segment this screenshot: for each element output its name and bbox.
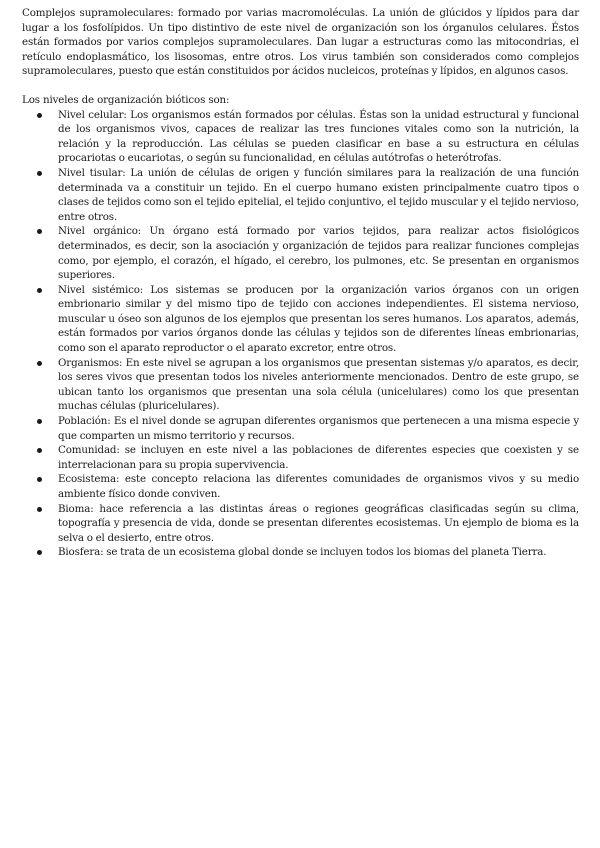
list-item-text: Biosfera: se trata de un ecosistema global donde se incluyen todos los biomas del planeta Tierra.	[58, 546, 547, 559]
list-item-poblacion	[22, 414, 579, 443]
list-item-organismos	[22, 356, 579, 414]
list-item-text: Nivel tisular: La unión de células de origen y función similares para la realización de una función determinada va a constituir un tejido. En el cuerpo humano existen principalmente cuatro tipos o clases de tejidos como son el tejido epitelial, el tejido conjuntivo, el tejido muscular y el tejido nervioso, entre otros.	[58, 166, 579, 223]
bullet-icon	[37, 361, 42, 366]
list-item-text: Nivel orgánico: Un órgano está formado por varios tejidos, para realizar actos fisiológicos determinados, es decir, son la asociación y organización de tejidos para realizar funciones complejas como, por ejemplo, el corazón, el hígado, el cerebro, los pulmones, etc. Se presentan en organismos superiores.	[58, 225, 579, 282]
list-item-text: Comunidad: se incluyen en este nivel a las poblaciones de diferentes especies que coexisten y se interrelacionan para su propia supervivencia.	[58, 444, 579, 471]
list-item-bioma	[22, 502, 579, 546]
intro-paragraph: Complejos supramoleculares: formado por varias macromoléculas. La unión de glúcidos y lípidos para dar lugar a los fosfolípidos. Un tipo distintivo de este nivel de organización son los órganulos celulares. Éstos están formados por varios complejos supramoleculares. Dan lugar a estructuras como las mitocondrias, el retículo endoplasmático, los lisosomas, entre otros. Los virus también son considerados como complejos supramoleculares, puesto que están constituidos por ácidos nucleicos, proteínas y lípidos, en algunos casos.	[22, 7, 579, 78]
list-item-biosfera	[22, 545, 579, 560]
bullet-icon	[37, 550, 42, 555]
list-item-text: Bioma: hace referencia a las distintas áreas o regiones geográficas clasificadas según su clima, topografía y presencia de vida, donde se presentan diferentes ecosistemas. Un ejemplo de bioma es la selva o el desierto, entre otros.	[58, 502, 579, 544]
bullet-icon	[37, 448, 42, 453]
list-item-celular	[22, 108, 579, 166]
organization-levels-list	[22, 108, 579, 560]
bullet-icon	[37, 419, 42, 424]
list-item-tisular	[22, 166, 579, 224]
list-item-text: Nivel sistémico: Los sistemas se producen por la organización varios órganos con un origen embrionario similar y del mismo tipo de tejido con acciones independientes. El sistema nervioso, muscular u óseo son algunos de los ejemplos que presentan los seres humanos. Los aparatos, además, están formados por varios órganos donde las células y tejidos son de diferentes líneas embrionarias, como son el aparato reproductor o el aparato excretor, entre otros.	[58, 283, 579, 355]
bullet-icon	[37, 477, 42, 482]
bullet-icon	[37, 507, 42, 512]
list-item-organico	[22, 224, 579, 282]
list-item-comunidad	[22, 443, 579, 472]
bullet-icon	[37, 288, 42, 293]
bullet-icon	[37, 229, 42, 234]
list-item-ecosistema	[22, 472, 579, 501]
bullet-icon	[37, 113, 42, 118]
document-content	[22, 6, 579, 560]
list-heading: Los niveles de organización bióticos son:	[22, 93, 230, 106]
list-item-sistemico	[22, 283, 579, 356]
bullet-icon	[37, 171, 42, 176]
list-item-text: Nivel celular: Los organismos están formados por células. Éstas son la unidad estructural y funcional de los organismos vivos, capaces de realizar las tres funciones vitales como son la nutrición, la relación y la reproducción. Las células se pueden clasificar en base a su estructura en células procariotas o eucariotas, o según su funcionalidad, en células autótrofas o heterótrofas.	[58, 108, 579, 165]
list-item-text: Organismos: En este nivel se agrupan a los organismos que presentan sistemas y/o aparatos, es decir, los seres vivos que presentan todos los niveles anteriormente mencionados. Dentro de este grupo, se ubican tanto los organismos que presentan una sola célula (unicelulares) como los que presentan muchas células (pluricelulares).	[58, 356, 579, 413]
list-item-text: Población: Es el nivel donde se agrupan diferentes organismos que pertenecen a una misma especie y que comparten un mismo territorio y recursos.	[58, 415, 579, 442]
list-item-text: Ecosistema: este concepto relaciona las diferentes comunidades de organismos vivos y su medio ambiente físico donde conviven.	[58, 473, 579, 500]
